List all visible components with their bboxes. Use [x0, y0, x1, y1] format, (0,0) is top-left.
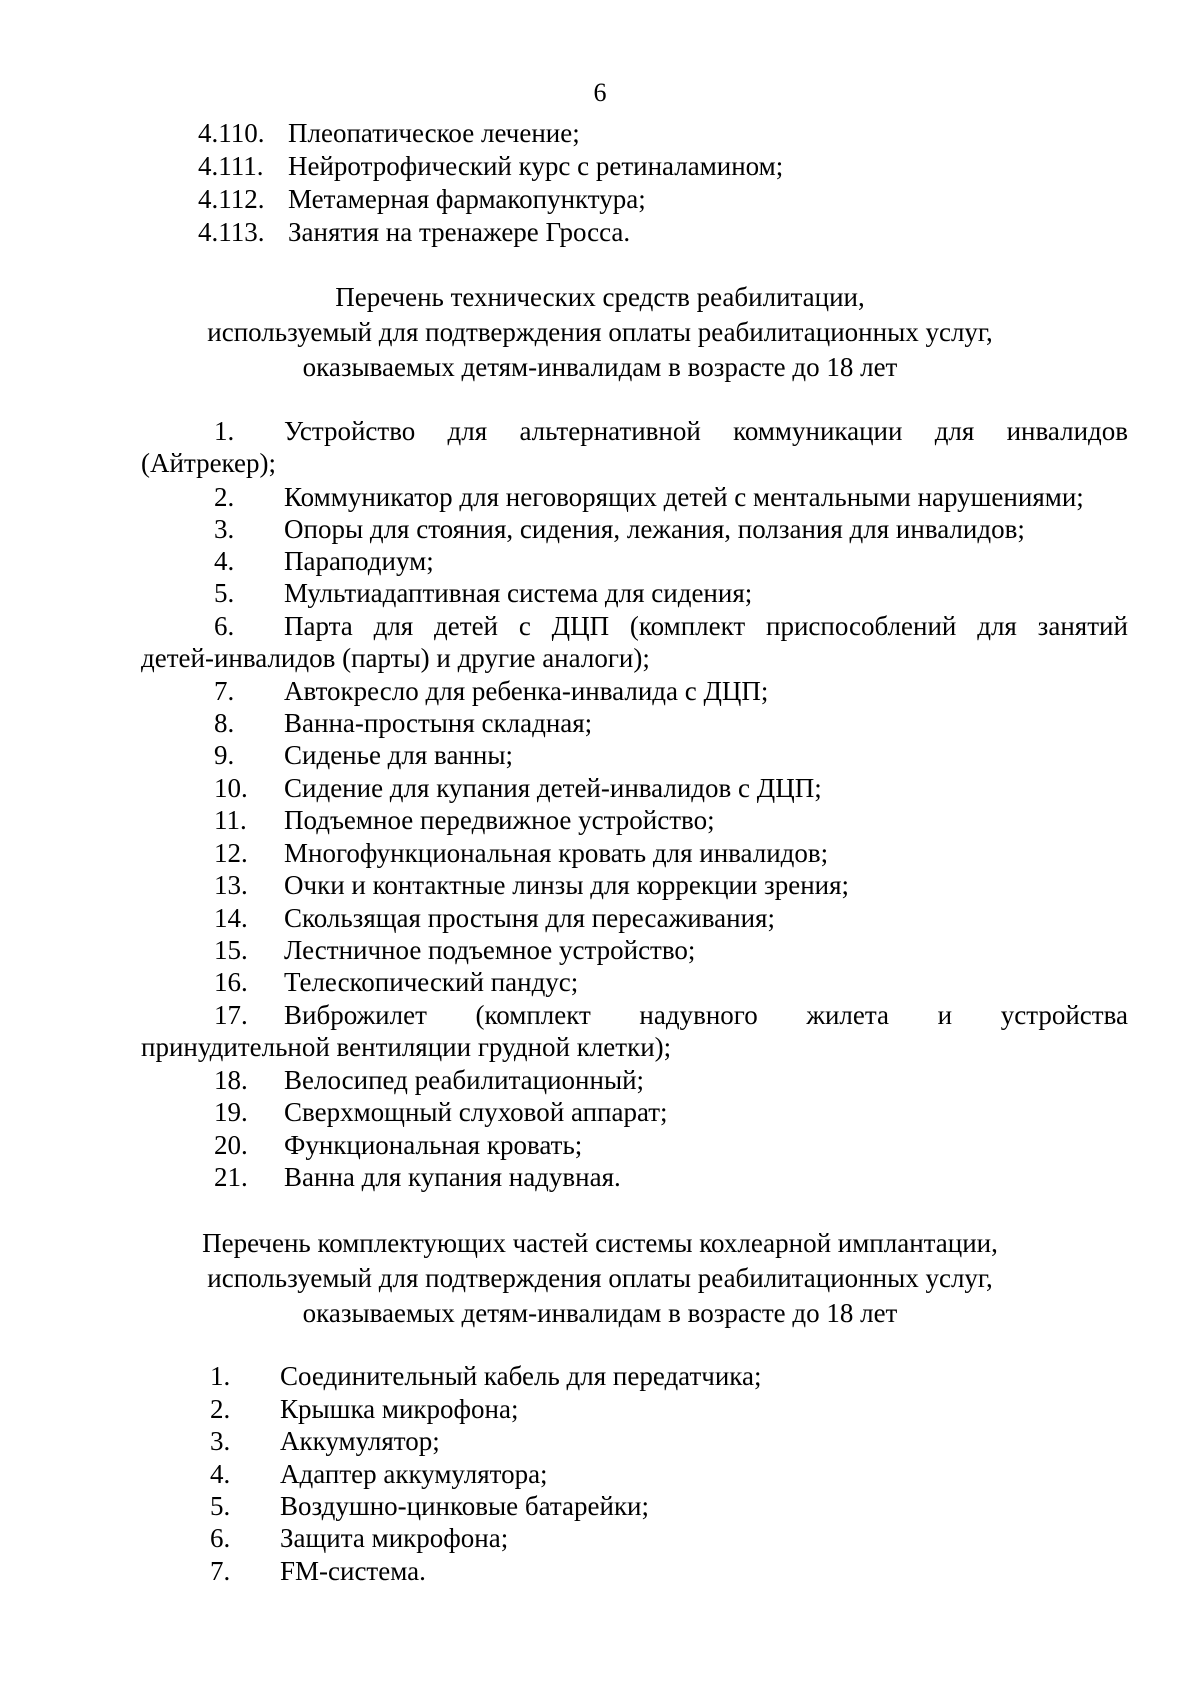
item-number: 6. — [210, 1523, 231, 1553]
item-number: 10. — [214, 773, 248, 803]
item-number: 13. — [214, 870, 248, 900]
item-text-justified — [284, 415, 1128, 447]
item-number: 12. — [214, 838, 248, 868]
item-number: 4.111. — [198, 151, 264, 181]
item-continuation: (Айтрекер); — [141, 448, 276, 478]
word: жилета — [806, 1000, 890, 1030]
item-text-justified — [284, 610, 1128, 642]
item-text: Телескопический пандус; — [284, 967, 579, 997]
item-text: Сидение для купания детей-инвалидов с ДЦП; — [284, 773, 822, 803]
item-text: Велосипед реабилитационный; — [284, 1065, 645, 1095]
item-text: Сверхмощный слуховой аппарат; — [284, 1097, 668, 1127]
item-number: 11. — [214, 805, 247, 835]
item-text-justified — [284, 999, 1128, 1031]
word: (комплект — [629, 611, 746, 641]
word: приспособлений — [766, 611, 957, 641]
item-text: Параподиум; — [284, 546, 434, 576]
item-text: Ванна для купания надувная. — [284, 1162, 621, 1192]
item-number: 15. — [214, 935, 248, 965]
item-number: 7. — [210, 1556, 231, 1586]
word: инвалидов — [1006, 416, 1128, 446]
item-number: 9. — [214, 740, 235, 770]
word: для — [977, 611, 1017, 641]
word: коммуникации — [733, 416, 903, 446]
item-text: Скользящая простыня для пересаживания; — [284, 903, 775, 933]
word: устройства — [1000, 1000, 1128, 1030]
item-text: Ванна-простыня складная; — [284, 708, 593, 738]
item-text: Нейротрофический курс с ретиналамином; — [288, 151, 784, 181]
word: альтернативной — [519, 416, 701, 446]
item-text: Коммуникатор для неговорящих детей с ментальными нарушениями; — [284, 482, 1084, 512]
item-number: 16. — [214, 967, 248, 997]
item-number: 4. — [210, 1459, 231, 1489]
section-heading-line: используемый для подтверждения оплаты реабилитационных услуг, — [207, 1263, 993, 1293]
section-heading-line: Перечень технических средств реабилитации, — [335, 282, 865, 312]
page-number: 6 — [593, 78, 607, 107]
word: (комплект — [475, 1000, 591, 1030]
item-text: Многофункциональная кровать для инвалидов; — [284, 838, 829, 868]
section-heading-line: Перечень комплектующих частей системы кохлеарной имплантации, — [202, 1228, 998, 1258]
item-text: Автокресло для ребенка-инвалида с ДЦП; — [284, 676, 769, 706]
item-text: Занятия на тренажере Гросса. — [288, 217, 631, 247]
item-text: Сиденье для ванны; — [284, 740, 513, 770]
item-text: Очки и контактные линзы для коррекции зрения; — [284, 870, 850, 900]
item-continuation: детей-инвалидов (парты) и другие аналоги); — [141, 643, 650, 673]
item-text: Аккумулятор; — [280, 1426, 440, 1456]
word: занятий — [1037, 611, 1128, 641]
word: Устройство — [284, 416, 416, 446]
item-text: Крышка микрофона; — [280, 1394, 519, 1424]
item-number: 6. — [214, 611, 235, 641]
word: для — [934, 416, 975, 446]
item-text: Лестничное подъемное устройство; — [284, 935, 696, 965]
word: для — [373, 611, 414, 641]
item-text: Соединительный кабель для передатчика; — [280, 1361, 762, 1391]
section-heading-line: оказываемых детям-инвалидам в возрасте до 18 лет — [302, 1298, 898, 1328]
item-number: 4.112. — [198, 184, 265, 214]
item-number: 3. — [210, 1426, 231, 1456]
item-continuation: принудительной вентиляции грудной клетки); — [141, 1032, 672, 1062]
item-number: 5. — [210, 1491, 231, 1521]
item-number: 5. — [214, 578, 235, 608]
word: Виброжилет — [284, 1000, 427, 1030]
item-number: 20. — [214, 1130, 248, 1160]
word: детей — [434, 611, 499, 641]
item-text: Адаптер аккумулятора; — [280, 1459, 548, 1489]
item-number: 18. — [214, 1065, 248, 1095]
word: и — [937, 1000, 953, 1030]
item-text: FM-система. — [280, 1556, 426, 1586]
item-number: 14. — [214, 903, 248, 933]
item-text: Подъемное передвижное устройство; — [284, 805, 715, 835]
word: для — [447, 416, 488, 446]
item-text: Мультиадаптивная система для сидения; — [284, 578, 753, 608]
item-number: 4.113. — [198, 217, 265, 247]
item-text: Опоры для стояния, сидения, лежания, ползания для инвалидов; — [284, 514, 1025, 544]
word: ДЦП — [551, 611, 610, 641]
word: с — [518, 611, 531, 641]
item-number: 3. — [214, 514, 235, 544]
item-number: 2. — [214, 482, 235, 512]
item-number: 1. — [214, 416, 235, 446]
section-heading-line: используемый для подтверждения оплаты реабилитационных услуг, — [207, 317, 993, 347]
item-number: 19. — [214, 1097, 248, 1127]
item-text: Защита микрофона; — [280, 1523, 509, 1553]
item-number: 8. — [214, 708, 235, 738]
item-number: 4. — [214, 546, 235, 576]
item-number: 2. — [210, 1394, 231, 1424]
item-text: Воздушно-цинковые батарейки; — [280, 1491, 650, 1521]
item-number: 4.110. — [198, 118, 265, 148]
item-text: Функциональная кровать; — [284, 1130, 583, 1160]
item-number: 21. — [214, 1162, 248, 1192]
item-number: 7. — [214, 676, 235, 706]
item-text: Плеопатическое лечение; — [288, 118, 580, 148]
item-number: 1. — [210, 1361, 231, 1391]
word: надувного — [639, 1000, 758, 1030]
item-text: Метамерная фармакопунктура; — [288, 184, 646, 214]
section-heading-line: оказываемых детям-инвалидам в возрасте до 18 лет — [302, 352, 898, 382]
item-number: 17. — [214, 1000, 248, 1030]
word: Парта — [284, 611, 353, 641]
